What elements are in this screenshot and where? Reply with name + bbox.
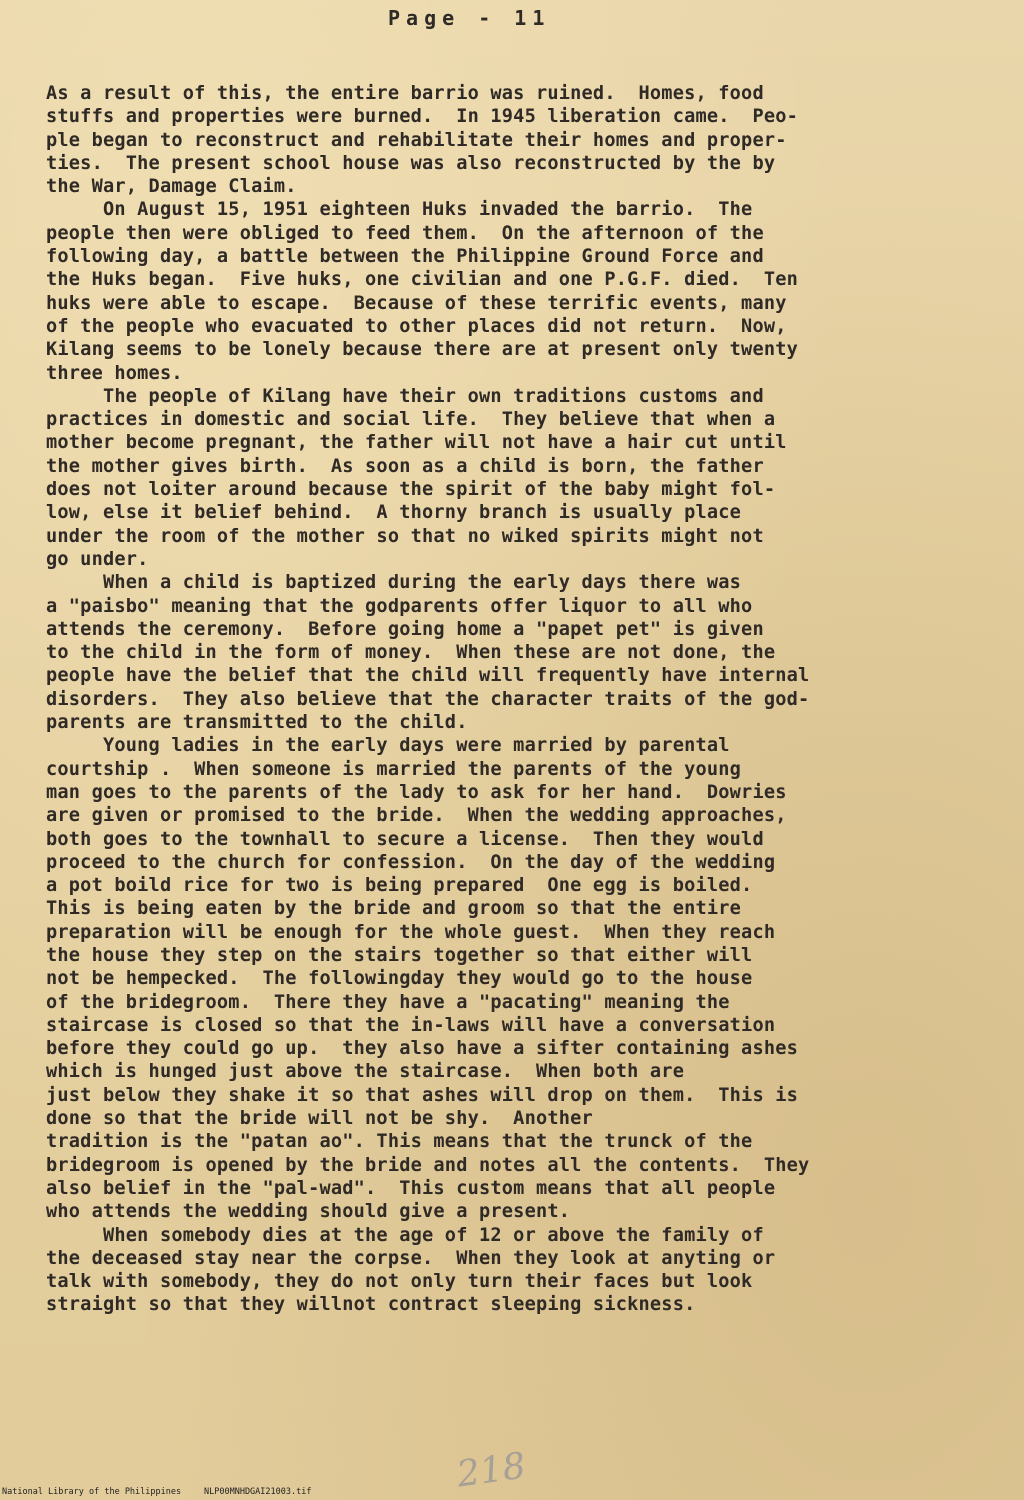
text-line: before they could go up. they also have a sifter containing ashes	[46, 1038, 799, 1060]
text-line: bridegroom is opened by the bride and notes all the contents. They	[46, 1154, 810, 1176]
text-line: a "paisbo" meaning that the godparents offer liquor to all who	[46, 595, 753, 617]
text-line: courtship . When someone is married the parents of the young	[46, 758, 742, 780]
text-line: As a result of this, the entire barrio was ruined. Homes, food	[46, 83, 764, 104]
text-line: the mother gives birth. As soon as a child is born, the father	[46, 455, 764, 477]
text-line: proceed to the church for confession. On the day of the wedding	[46, 851, 776, 873]
text-line: parents are transmitted to the child.	[46, 712, 468, 734]
text-line: preparation will be enough for the whole guest. When they reach	[46, 921, 776, 943]
text-line: three homes.	[46, 362, 183, 384]
text-line: straight so that they willnot contract sleeping sickness.	[46, 1294, 696, 1316]
text-line: also belief in the "pal-wad". This custom means that all people	[46, 1177, 776, 1199]
text-line: the deceased stay near the corpse. When they look at anyting or	[46, 1247, 776, 1269]
text-line: man goes to the parents of the lady to ask for her hand. Dowries	[46, 781, 787, 803]
text-line: go under.	[46, 548, 149, 570]
text-line: the Huks began. Five huks, one civilian and one P.G.F. died. Ten	[46, 269, 799, 291]
text-line: talk with somebody, they do not only turn their faces but look	[46, 1271, 753, 1293]
text-line: who attends the wedding should give a present.	[46, 1201, 571, 1223]
text-line: just below they shake it so that ashes will drop on them. This is	[46, 1084, 799, 1106]
text-line: are given or promised to the bride. When the wedding approaches,	[46, 805, 787, 827]
text-line: the War, Damage Claim.	[46, 176, 297, 198]
text-line: to the child in the form of money. When these are not done, the	[46, 642, 776, 664]
handwritten-page-number: 218	[454, 1445, 529, 1496]
text-line: ties. The present school house was also reconstructed by the by	[46, 152, 776, 174]
text-line: under the room of the mother so that no wiked spirits might not	[46, 525, 764, 547]
text-line: huks were able to escape. Because of these terrific events, many	[46, 292, 787, 314]
page-header: Page - 11	[388, 6, 551, 30]
text-line: practices in domestic and social life. They believe that when a	[46, 409, 776, 431]
text-line: When somebody dies at the age of 12 or above the family of	[46, 1224, 764, 1246]
text-line: Young ladies in the early days were married by parental	[46, 735, 730, 757]
text-line: done so that the bride will not be shy. Another	[46, 1108, 593, 1130]
text-line: tradition is the "patan ao". This means that the trunck of the	[46, 1131, 753, 1153]
text-line: On August 15, 1951 eighteen Huks invaded the barrio. The	[46, 199, 753, 221]
text-line: low, else it belief behind. A thorny branch is usually place	[46, 502, 742, 524]
text-line: disorders. They also believe that the character traits of the god-	[46, 688, 810, 710]
text-line: people then were obliged to feed them. On the afternoon of the	[46, 222, 764, 244]
text-line: which is hunged just above the staircase. When both are	[46, 1061, 685, 1083]
text-line: Kilang seems to be lonely because there are at present only twenty	[46, 339, 799, 361]
footer-source: National Library of the Philippines	[2, 1487, 182, 1497]
text-line: attends the ceremony. Before going home a "papet pet" is given	[46, 618, 764, 640]
text-line: ple began to reconstruct and rehabilitate their homes and proper-	[46, 129, 787, 151]
text-line: does not loiter around because the spirit of the baby might fol-	[46, 479, 776, 501]
text-line: not be hempecked. The followingday they would go to the house	[46, 968, 753, 990]
text-line: a pot boild rice for two is being prepared One egg is boiled.	[46, 875, 753, 897]
text-line: stuffs and properties were burned. In 1945 liberation came. Peo-	[46, 106, 799, 128]
text-line: of the bridegroom. There they have a "pacating" meaning the	[46, 991, 730, 1013]
text-line: staircase is closed so that the in-laws will have a conversation	[46, 1014, 776, 1036]
text-line: the house they step on the stairs together so that either will	[46, 944, 753, 966]
text-line: of the people who evacuated to other places did not return. Now,	[46, 315, 787, 337]
text-line: people have the belief that the child will frequently have internal	[46, 665, 810, 687]
text-line: following day, a battle between the Philippine Ground Force and	[46, 246, 764, 268]
text-line: mother become pregnant, the father will not have a hair cut until	[46, 432, 787, 454]
text-line: This is being eaten by the bride and groom so that the entire	[46, 898, 742, 920]
document-body	[46, 82, 1006, 1317]
text-line: When a child is baptized during the early days there was	[46, 572, 742, 594]
text-line: The people of Kilang have their own traditions customs and	[46, 385, 764, 407]
footer-filename: NLP00MNHDGAI21003.tif	[204, 1487, 312, 1497]
text-line: both goes to the townhall to secure a license. Then they would	[46, 828, 764, 850]
